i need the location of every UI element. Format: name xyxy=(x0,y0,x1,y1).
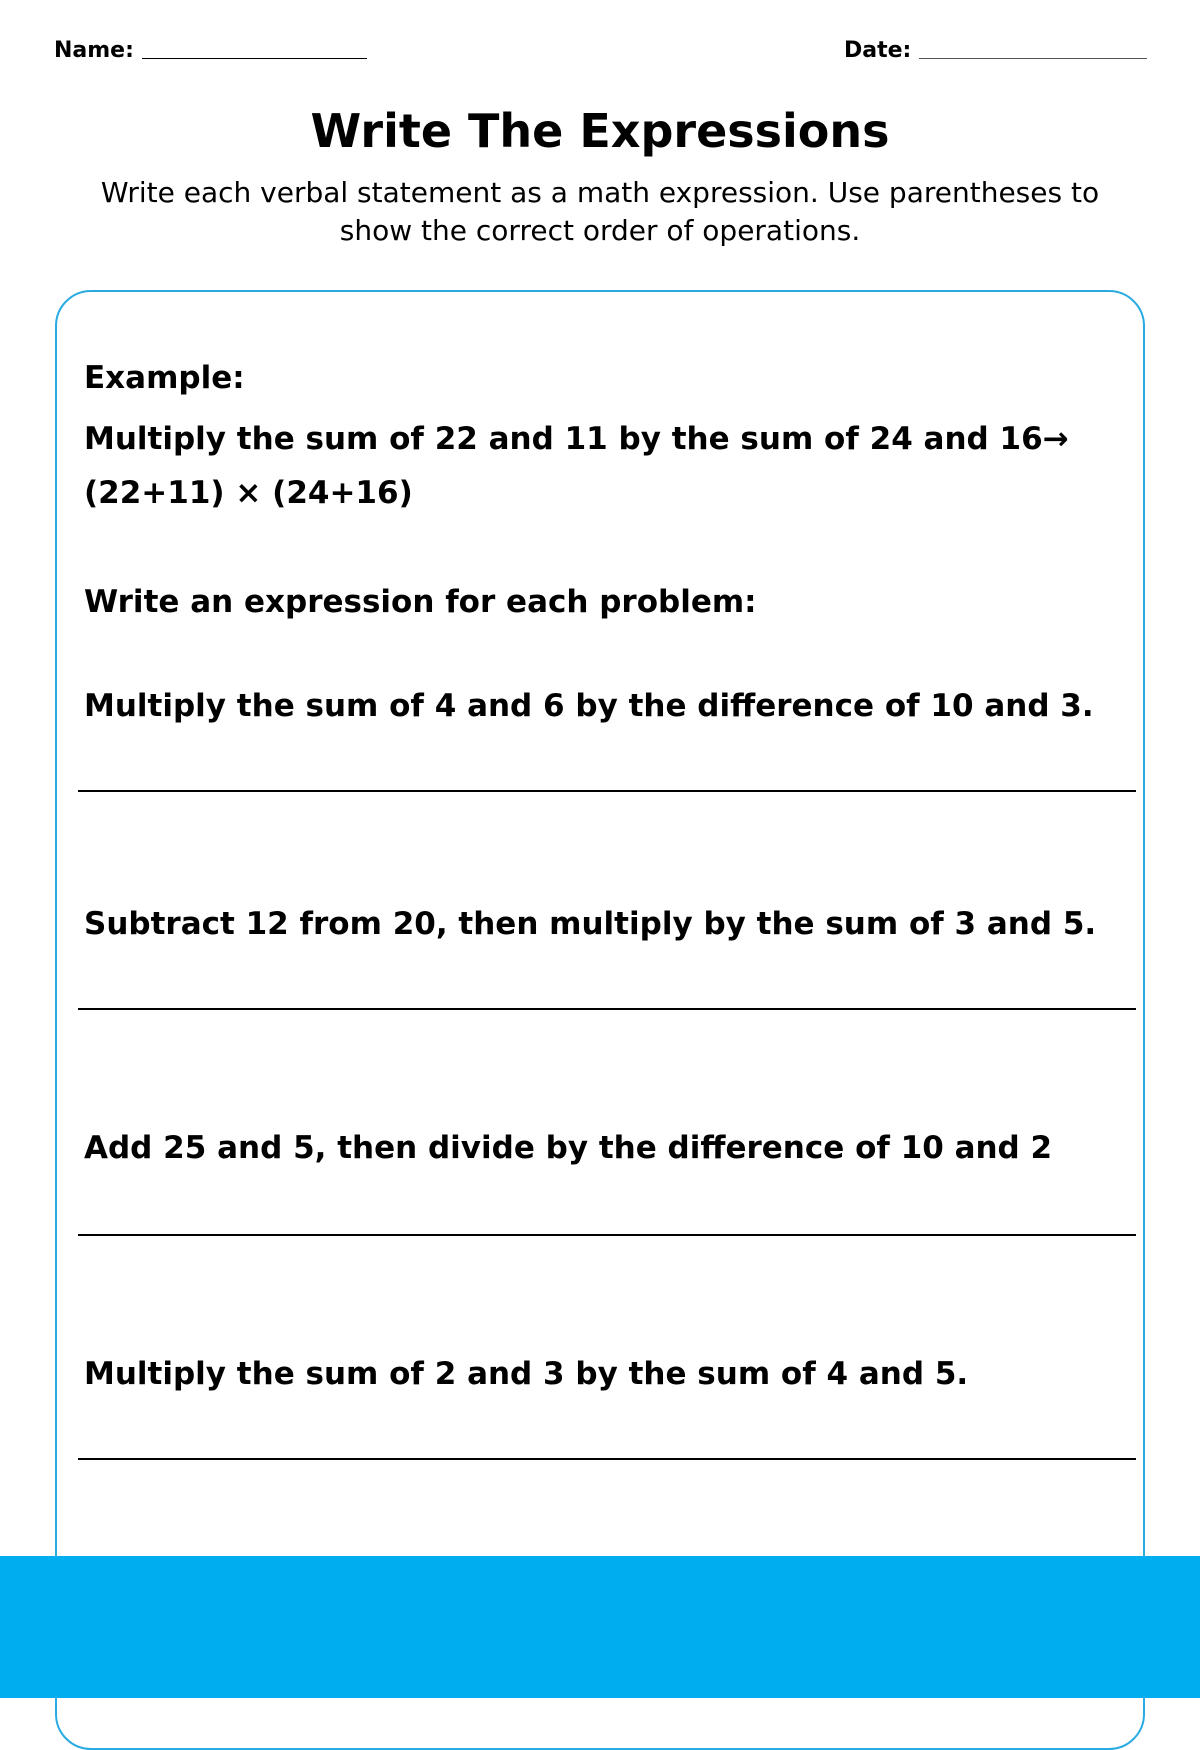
answer-line-2[interactable] xyxy=(78,1008,1136,1010)
problem-3: Add 25 and 5, then divide by the difference of 10 and 2 xyxy=(84,1130,1053,1166)
worksheet-instructions: Write each verbal statement as a math expression. Use parentheses to show the correct order of operations. xyxy=(100,176,1100,247)
name-blank-line[interactable] xyxy=(142,58,367,59)
worksheet-title: Write The Expressions xyxy=(310,104,890,158)
example-expression: (22+11) × (24+16) xyxy=(84,475,413,511)
problems-prompt: Write an expression for each problem: xyxy=(84,584,757,620)
example-label: Example: xyxy=(84,360,245,396)
problem-1: Multiply the sum of 4 and 6 by the difference of 10 and 3. xyxy=(84,688,1094,724)
answer-line-3[interactable] xyxy=(78,1234,1136,1236)
problem-2: Subtract 12 from 20, then multiply by the sum of 3 and 5. xyxy=(84,906,1097,942)
answer-line-4[interactable] xyxy=(78,1458,1136,1460)
example-text xyxy=(84,412,1144,520)
answer-line-1[interactable] xyxy=(78,790,1136,792)
date-blank-line[interactable] xyxy=(919,58,1147,59)
name-field xyxy=(54,38,367,63)
worksheet-header xyxy=(54,38,1156,78)
name-label: Name: xyxy=(54,38,134,63)
date-field xyxy=(844,38,1147,63)
footer-band xyxy=(0,1556,1200,1698)
date-label: Date: xyxy=(844,38,912,63)
problem-4: Multiply the sum of 2 and 3 by the sum of 4 and 5. xyxy=(84,1356,969,1392)
example-statement: Multiply the sum of 22 and 11 by the sum of 24 and 16→ xyxy=(84,421,1069,457)
